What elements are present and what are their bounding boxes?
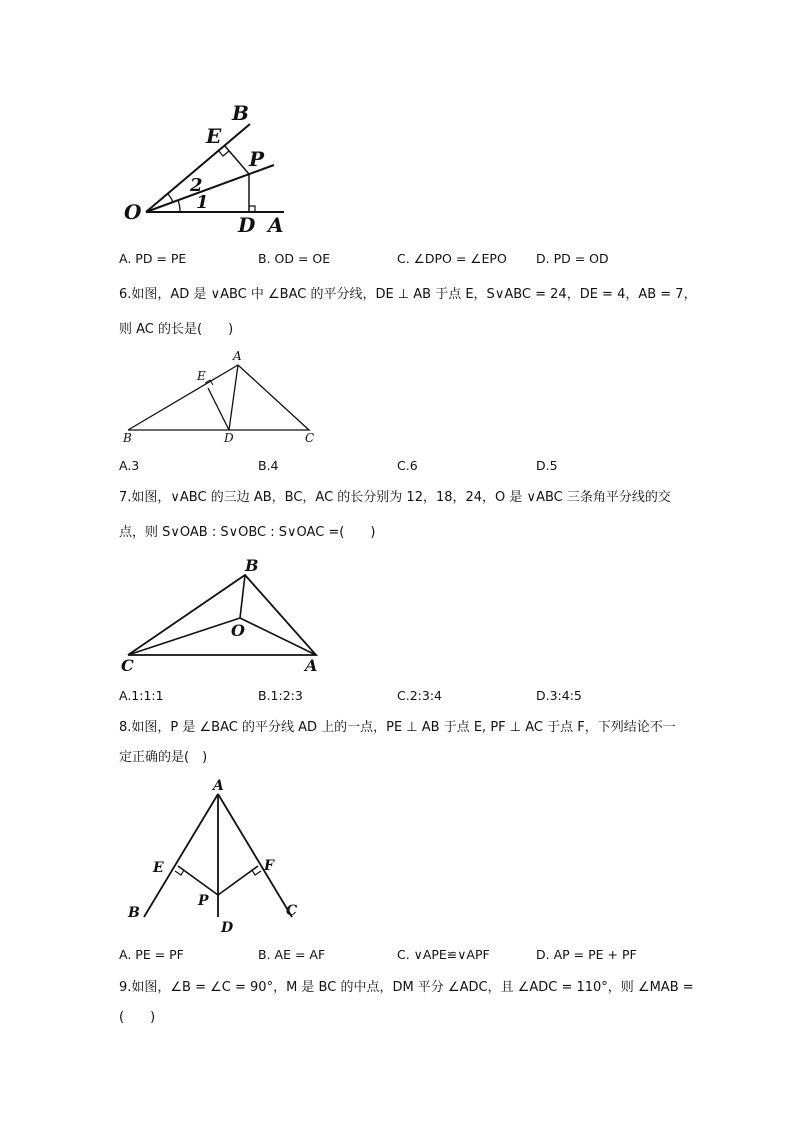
ray-op	[146, 165, 274, 212]
label-angle-1: 1	[196, 192, 209, 213]
q8-option-d[interactable]: D. AP = PE + PF	[536, 947, 637, 962]
label-b6: B	[123, 431, 132, 445]
label-a6: A	[233, 350, 242, 363]
ray-ac8	[218, 794, 292, 917]
segment-oa	[240, 618, 316, 655]
triangle-abc7	[128, 575, 316, 655]
label-p8: P	[198, 893, 209, 909]
angle-arc-1	[178, 200, 180, 212]
label-b8: B	[128, 905, 140, 921]
q8-option-c[interactable]: C. ∨APE≌∨APF	[397, 947, 490, 962]
q5-option-a[interactable]: A. PD = PE	[119, 251, 187, 266]
q5-option-d[interactable]: D. PD = OD	[536, 251, 609, 266]
label-c6: C	[305, 431, 315, 445]
figure-angle-bisector-bac	[118, 774, 318, 938]
angle-arc-2	[168, 194, 173, 202]
label-o7: O	[231, 621, 245, 640]
segment-oc	[128, 618, 240, 655]
label-angle-2: 2	[190, 175, 203, 196]
label-e8: E	[153, 860, 164, 876]
q7-option-d[interactable]: D.3:4:5	[536, 688, 582, 703]
label-a: A	[268, 213, 284, 237]
q8-option-a[interactable]: A. PE = PF	[119, 947, 184, 962]
q7-option-b[interactable]: B.1:2:3	[258, 688, 303, 703]
label-d6: D	[224, 431, 234, 445]
label-d: D	[238, 213, 256, 237]
right-angle-mark-f8	[252, 870, 261, 875]
segment-de	[208, 388, 229, 430]
q7-option-c[interactable]: C.2:3:4	[397, 688, 442, 703]
label-c7: C	[121, 656, 134, 675]
triangle-abc	[128, 365, 309, 430]
figure-triangle-abc-q6	[118, 350, 328, 446]
label-d8: D	[221, 920, 234, 936]
q7-stem-line1: 7.如图，∨ABC 的三边 AB，BC，AC 的长分别为 12，18，24，O 是 ∨ABC 三条角平分线的交	[119, 490, 671, 505]
label-p: P	[249, 147, 265, 171]
segment-pe	[224, 145, 249, 174]
q8-option-b[interactable]: B. AE = AF	[258, 947, 326, 962]
label-a8: A	[213, 778, 224, 794]
q9-stem-line1: 9.如图，∠B = ∠C = 90°，M 是 BC 的中点，DM 平分 ∠ADC，且 ∠ADC = 110°，则 ∠MAB =	[119, 980, 694, 995]
q5-option-c[interactable]: C. ∠DPO = ∠EPO	[397, 251, 507, 266]
q8-stem-line2: 定正确的是( )	[119, 750, 208, 765]
q6-stem-line2: 则 AC 的长是( )	[119, 322, 234, 337]
label-f8: F	[264, 858, 274, 874]
label-e6: E	[197, 369, 206, 383]
figure-angle-bisector-opa	[118, 98, 298, 238]
label-e: E	[206, 124, 222, 148]
q7-stem-line2: 点，则 S∨OAB : S∨OBC : S∨OAC =( )	[119, 525, 376, 540]
label-b7: B	[245, 556, 259, 575]
q8-stem-line1: 8.如图，P 是 ∠BAC 的平分线 AD 上的一点，PE ⊥ AB 于点 E, PF ⊥ AC 于点 F，下列结论不一	[119, 720, 676, 735]
q6-option-c[interactable]: C.6	[397, 458, 418, 473]
label-o: O	[124, 200, 142, 224]
q6-option-a[interactable]: A.3	[119, 458, 140, 473]
label-b: B	[232, 101, 249, 125]
label-c8: C	[286, 903, 298, 919]
q6-stem-line1: 6.如图，AD 是 ∨ABC 中 ∠BAC 的平分线，DE ⊥ AB 于点 E，S∨ABC = 24，DE = 4，AB = 7，	[119, 287, 697, 302]
right-angle-mark-e8	[175, 870, 184, 875]
q6-option-d[interactable]: D.5	[536, 458, 558, 473]
segment-ob	[240, 575, 245, 618]
segment-ad	[229, 365, 238, 430]
figure-triangle-abc-q7	[118, 552, 328, 676]
q7-option-a[interactable]: A.1:1:1	[119, 688, 164, 703]
label-a7: A	[305, 656, 318, 675]
q6-option-b[interactable]: B.4	[258, 458, 279, 473]
q5-option-b[interactable]: B. OD = OE	[258, 251, 331, 266]
q9-stem-line2: ( )	[119, 1010, 156, 1025]
